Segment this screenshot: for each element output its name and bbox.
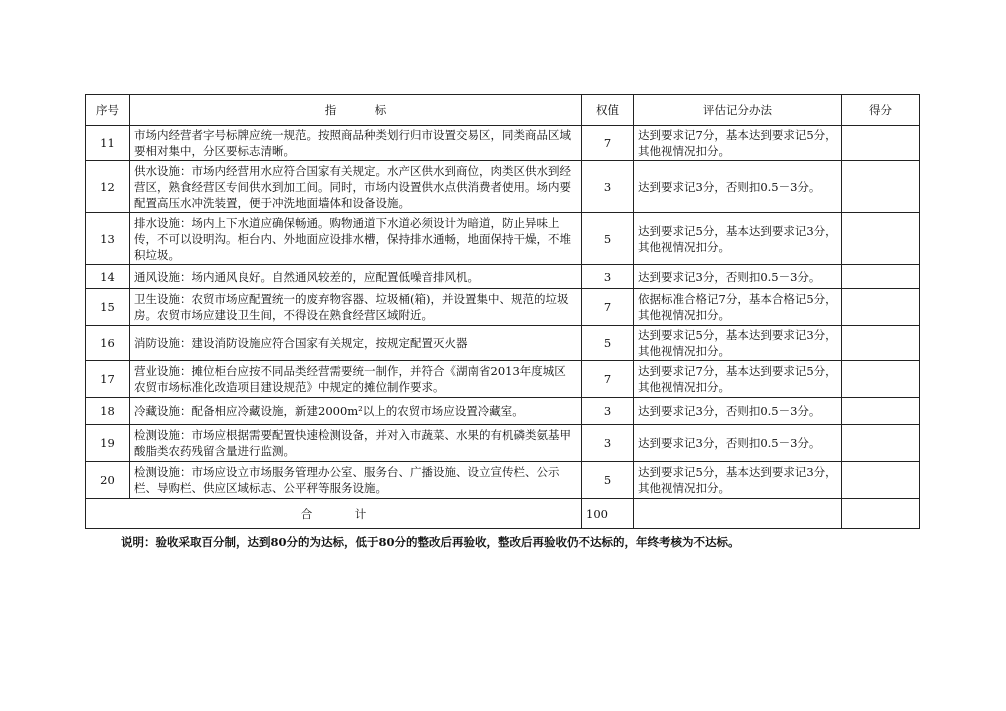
row-number: 14 xyxy=(86,265,130,289)
row-number: 19 xyxy=(86,425,130,462)
row-method: 达到要求记7分，基本达到要求记5分，其他视情况扣分。 xyxy=(634,126,842,161)
row-score xyxy=(842,326,920,361)
row-method: 达到要求记3分，否则扣0.5－3分。 xyxy=(634,265,842,289)
table-row xyxy=(86,213,920,265)
table-row xyxy=(86,161,920,213)
row-weight: 3 xyxy=(582,398,634,425)
total-label-char-1: 合 xyxy=(300,506,313,521)
row-indicator: 市场内经营者字号标牌应统一规范。按照商品种类划行归市设置交易区，同类商品区域要相对集中，分区要标志清晰。 xyxy=(130,126,582,161)
row-indicator: 消防设施：建设消防设施应符合国家有关规定，按规定配置灭火器 xyxy=(130,326,582,361)
table-row xyxy=(86,265,920,289)
row-weight: 7 xyxy=(582,289,634,326)
row-number: 20 xyxy=(86,462,130,499)
header-indicator xyxy=(130,95,582,126)
header-indicator-char-2: 标 xyxy=(374,103,387,117)
table-row xyxy=(86,326,920,361)
header-weight: 权值 xyxy=(582,95,634,126)
row-number: 16 xyxy=(86,326,130,361)
header-score: 得分 xyxy=(842,95,920,126)
row-weight: 5 xyxy=(582,213,634,265)
row-method: 达到要求记5分，基本达到要求记3分，其他视情况扣分。 xyxy=(634,213,842,265)
row-score xyxy=(842,425,920,462)
table-row xyxy=(86,462,920,499)
row-indicator: 通风设施：场内通风良好。自然通风较差的，应配置低噪音排风机。 xyxy=(130,265,582,289)
row-indicator: 冷藏设施：配备相应冷藏设施，新建2000m²以上的农贸市场应设置冷藏室。 xyxy=(130,398,582,425)
row-indicator: 卫生设施：农贸市场应配置统一的废弃物容器、垃圾桶(箱)，并设置集中、规范的垃圾房。农贸市场应建设卫生间，不得设在熟食经营区域附近。 xyxy=(130,289,582,326)
row-weight: 3 xyxy=(582,161,634,213)
row-indicator: 营业设施：摊位柜台应按不同品类经营需要统一制作，并符合《湖南省2013年度城区农贸市场标准化改造项目建设规范》中规定的摊位制作要求。 xyxy=(130,361,582,398)
total-row xyxy=(86,499,920,529)
row-method: 达到要求记3分，否则扣0.5－3分。 xyxy=(634,398,842,425)
total-weight: 100 xyxy=(582,499,634,529)
row-method: 达到要求记7分，基本达到要求记5分，其他视情况扣分。 xyxy=(634,361,842,398)
row-method: 依据标准合格记7分，基本合格记5分，其他视情况扣分。 xyxy=(634,289,842,326)
row-weight: 5 xyxy=(582,326,634,361)
row-weight: 7 xyxy=(582,361,634,398)
row-score xyxy=(842,213,920,265)
footnote: 说明：验收采取百分制，达到80分的为达标，低于80分的整改后再验收，整改后再验收仍不达标的，年终考核为不达标。 xyxy=(121,535,740,549)
row-weight: 5 xyxy=(582,462,634,499)
row-score xyxy=(842,161,920,213)
row-weight: 3 xyxy=(582,425,634,462)
row-score xyxy=(842,289,920,326)
row-score xyxy=(842,126,920,161)
row-method: 达到要求记3分，否则扣0.5－3分。 xyxy=(634,161,842,213)
table-row xyxy=(86,361,920,398)
total-method xyxy=(634,499,842,529)
row-method: 达到要求记5分，基本达到要求记3分，其他视情况扣分。 xyxy=(634,462,842,499)
total-label-char-2: 计 xyxy=(354,506,367,521)
row-number: 18 xyxy=(86,398,130,425)
table-row xyxy=(86,398,920,425)
row-number: 17 xyxy=(86,361,130,398)
row-weight: 7 xyxy=(582,126,634,161)
row-number: 13 xyxy=(86,213,130,265)
table-body xyxy=(86,126,920,499)
row-score xyxy=(842,462,920,499)
row-score xyxy=(842,265,920,289)
row-indicator: 检测设施：市场应设立市场服务管理办公室、服务台、广播设施、设立宣传栏、公示栏、导购栏、供应区域标志、公平秤等服务设施。 xyxy=(130,462,582,499)
row-number: 11 xyxy=(86,126,130,161)
row-method: 达到要求记5分，基本达到要求记3分，其他视情况扣分。 xyxy=(634,326,842,361)
row-indicator: 检测设施：市场应根据需要配置快速检测设备，并对入市蔬菜、水果的有机磷类氨基甲酸脂类农药残留含量进行监测。 xyxy=(130,425,582,462)
row-indicator: 供水设施：市场内经营用水应符合国家有关规定。水产区供水到商位，肉类区供水到经营区，熟食经营区专间供水到加工间。同时，市场内设置供水点供消费者使用。场内要配置高压水冲洗装置，便于冲洗地面墙体和设备设施。 xyxy=(130,161,582,213)
header-row xyxy=(86,95,920,126)
table-row xyxy=(86,289,920,326)
row-score xyxy=(842,361,920,398)
row-indicator: 排水设施：场内上下水道应确保畅通。购物通道下水道必须设计为暗道，防止异味上传，不可以设明沟。柜台内、外地面应设排水槽，保持排水通畅，地面保持干燥，不堆积垃圾。 xyxy=(130,213,582,265)
row-weight: 3 xyxy=(582,265,634,289)
table-row xyxy=(86,425,920,462)
row-number: 15 xyxy=(86,289,130,326)
evaluation-table xyxy=(85,94,920,529)
header-indicator-char-1: 指 xyxy=(324,103,337,117)
total-label xyxy=(86,499,582,529)
header-no: 序号 xyxy=(86,95,130,126)
row-number: 12 xyxy=(86,161,130,213)
table-row xyxy=(86,126,920,161)
row-score xyxy=(842,398,920,425)
row-method: 达到要求记3分，否则扣0.5－3分。 xyxy=(634,425,842,462)
total-score xyxy=(842,499,920,529)
header-method: 评估记分办法 xyxy=(634,95,842,126)
